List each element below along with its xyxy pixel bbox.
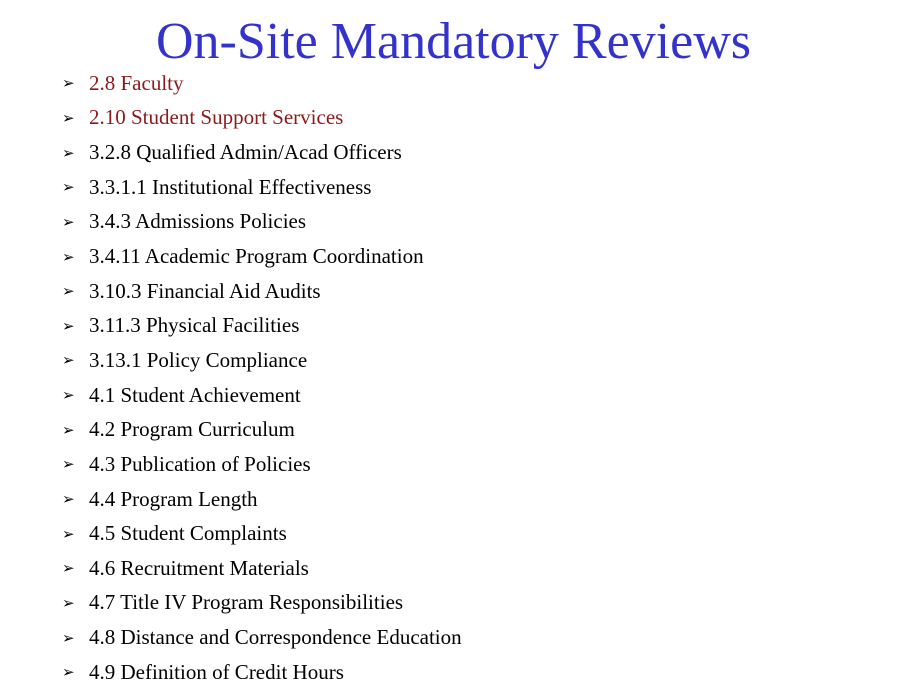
- arrowhead-bullet-icon: ➢: [62, 490, 75, 508]
- list-item: [62, 586, 462, 621]
- list-item-label: 3.10.3 Financial Aid Audits: [89, 278, 321, 303]
- arrowhead-bullet-icon: ➢: [62, 108, 75, 127]
- list-item: [62, 412, 462, 447]
- list-item-label: 2.10 Student Support Services: [89, 105, 344, 130]
- list-item: [62, 308, 462, 343]
- arrowhead-bullet-icon: ➢: [62, 178, 75, 197]
- list-item-label: 3.2.8 Qualified Admin/Acad Officers: [89, 140, 402, 165]
- list-item: [62, 101, 462, 136]
- list-item-label: 3.4.11 Academic Program Coordination: [89, 244, 424, 269]
- arrowhead-bullet-icon: ➢: [62, 282, 75, 301]
- list-item-label: 4.2 Program Curriculum: [89, 417, 295, 442]
- list-item: [62, 378, 462, 413]
- arrowhead-bullet-icon: ➢: [62, 143, 75, 162]
- arrowhead-bullet-icon: ➢: [62, 524, 75, 543]
- list-item-label: 4.7 Title IV Program Responsibilities: [89, 590, 404, 615]
- list-item-label: 3.13.1 Policy Compliance: [89, 347, 308, 372]
- list-item: [62, 482, 462, 517]
- arrowhead-bullet-icon: ➢: [62, 316, 75, 335]
- list-item: [62, 551, 462, 586]
- list-item: [62, 274, 462, 309]
- list-item-label: 4.8 Distance and Correspondence Education: [89, 625, 462, 650]
- review-list: [62, 66, 462, 690]
- arrowhead-bullet-icon: ➢: [62, 386, 75, 405]
- list-item: [62, 343, 462, 378]
- list-item-label: 3.3.1.1 Institutional Effectiveness: [89, 174, 372, 199]
- list-item-label: 4.5 Student Complaints: [89, 521, 287, 546]
- arrowhead-bullet-icon: ➢: [62, 663, 75, 682]
- arrowhead-bullet-icon: ➢: [62, 351, 75, 370]
- list-item-label: 3.11.3 Physical Facilities: [89, 313, 300, 338]
- list-item: [62, 66, 462, 101]
- list-item-label: 4.6 Recruitment Materials: [89, 555, 309, 580]
- list-item-label: 4.9 Definition of Credit Hours: [89, 659, 344, 684]
- arrowhead-bullet-icon: ➢: [62, 420, 75, 439]
- list-item: [62, 239, 462, 274]
- list-item: [62, 447, 462, 482]
- list-item-label: 2.8 Faculty: [89, 70, 184, 95]
- arrowhead-bullet-icon: ➢: [62, 247, 75, 266]
- list-item: [62, 516, 462, 551]
- list-item-label: 4.3 Publication of Policies: [89, 451, 311, 476]
- list-item-label: 3.4.3 Admissions Policies: [89, 209, 307, 234]
- list-item: [62, 170, 462, 205]
- list-item-label: 4.1 Student Achievement: [89, 382, 301, 407]
- list-item-label: 4.4 Program Length: [89, 486, 258, 511]
- list-item: [62, 205, 462, 240]
- arrowhead-bullet-icon: ➢: [62, 212, 75, 231]
- arrowhead-bullet-icon: ➢: [62, 455, 75, 474]
- arrowhead-bullet-icon: ➢: [62, 559, 75, 578]
- slide-title: On-Site Mandatory Reviews: [155, 13, 751, 70]
- list-item: [62, 135, 462, 170]
- arrowhead-bullet-icon: ➢: [62, 593, 75, 612]
- arrowhead-bullet-icon: ➢: [62, 74, 75, 93]
- arrowhead-bullet-icon: ➢: [62, 628, 75, 647]
- list-item: [62, 655, 462, 690]
- list-item: [62, 620, 462, 655]
